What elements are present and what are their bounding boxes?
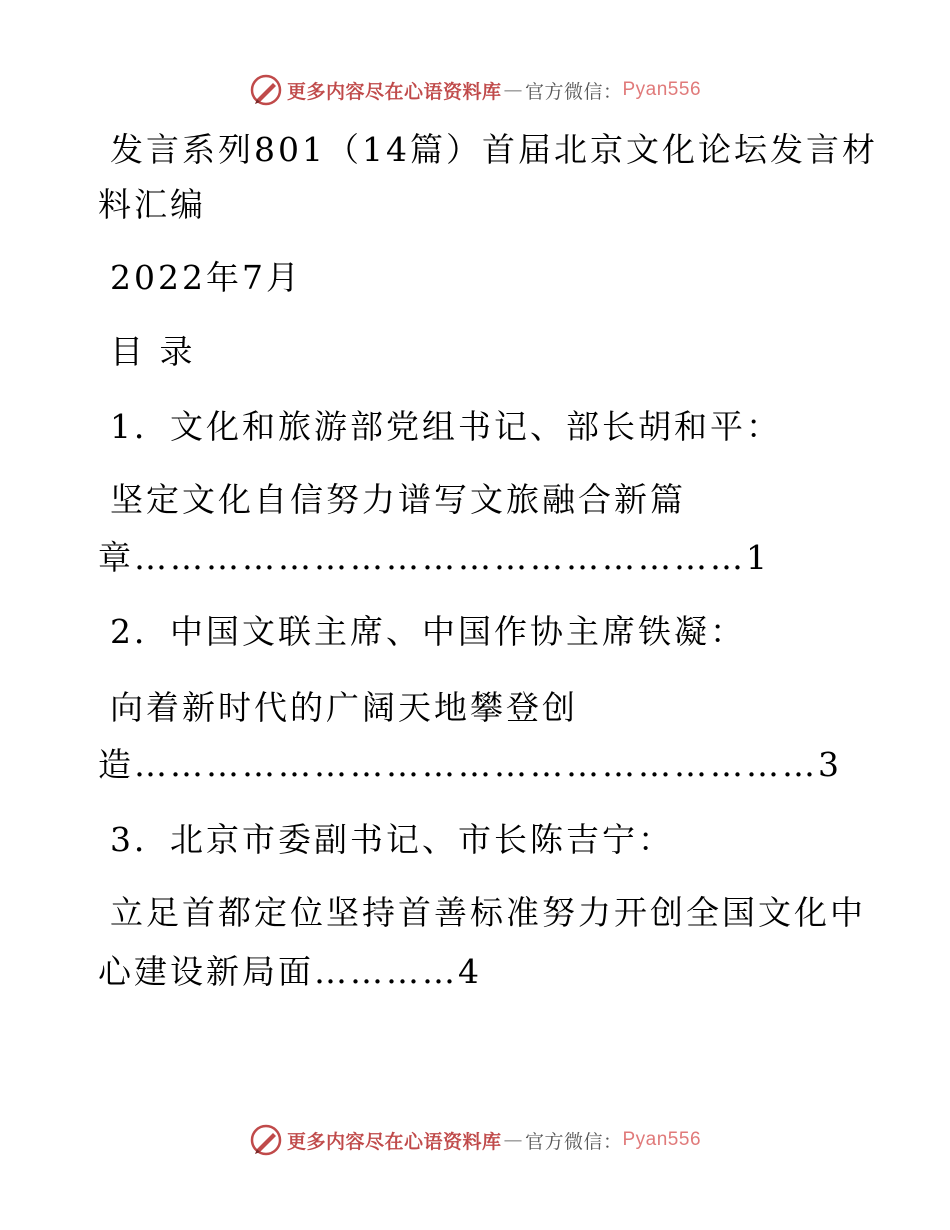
toc-entry-3-title-line-1: 立足首都定位坚持首善标准努力开创全国文化中 — [110, 893, 866, 932]
toc-entry-3-title-line-2: 心建设新局面…………4 — [98, 952, 482, 991]
toc-entry-1-title-line-2: 章……………………………………………1 — [98, 538, 770, 577]
toc-entry-2-speaker: 2．中国文联主席、中国作协主席铁凝： — [110, 612, 746, 651]
banner-wechat-label: 官方微信： — [524, 80, 623, 103]
toc-entry-1-title-line-1: 坚定文化自信努力谱写文旅融合新篇 — [110, 480, 686, 519]
pen-logo-icon — [249, 73, 283, 107]
document-title-line-1: 发言系列801（14篇）首届北京文化论坛发言材 — [110, 130, 878, 169]
toc-entry-2-title-line-2: 造…………………………………………………3 — [98, 745, 842, 784]
header-banner — [0, 70, 950, 110]
toc-entry-1-speaker: 1．文化和旅游部党组书记、部长胡和平： — [110, 407, 782, 446]
banner-site-text: 更多内容尽在心语资料库 — [286, 1130, 502, 1153]
toc-entry-2-title-line-1: 向着新时代的广阔天地攀登创 — [110, 688, 578, 727]
banner-wechat-id: Pyan556 — [622, 1129, 702, 1150]
banner-wechat-label: 官方微信： — [524, 1130, 623, 1153]
toc-entry-3-speaker: 3．北京市委副书记、市长陈吉宁： — [110, 820, 674, 859]
document-date: 2022年7月 — [110, 258, 302, 297]
banner-separator: — — [503, 1129, 523, 1151]
banner-separator: — — [503, 79, 523, 101]
footer-banner — [0, 1120, 950, 1160]
toc-heading: 目 录 — [110, 332, 196, 371]
document-title-line-2: 料汇编 — [98, 185, 206, 224]
banner-site-text: 更多内容尽在心语资料库 — [286, 80, 502, 103]
pen-logo-icon — [249, 1123, 283, 1157]
banner-wechat-id: Pyan556 — [622, 79, 702, 100]
